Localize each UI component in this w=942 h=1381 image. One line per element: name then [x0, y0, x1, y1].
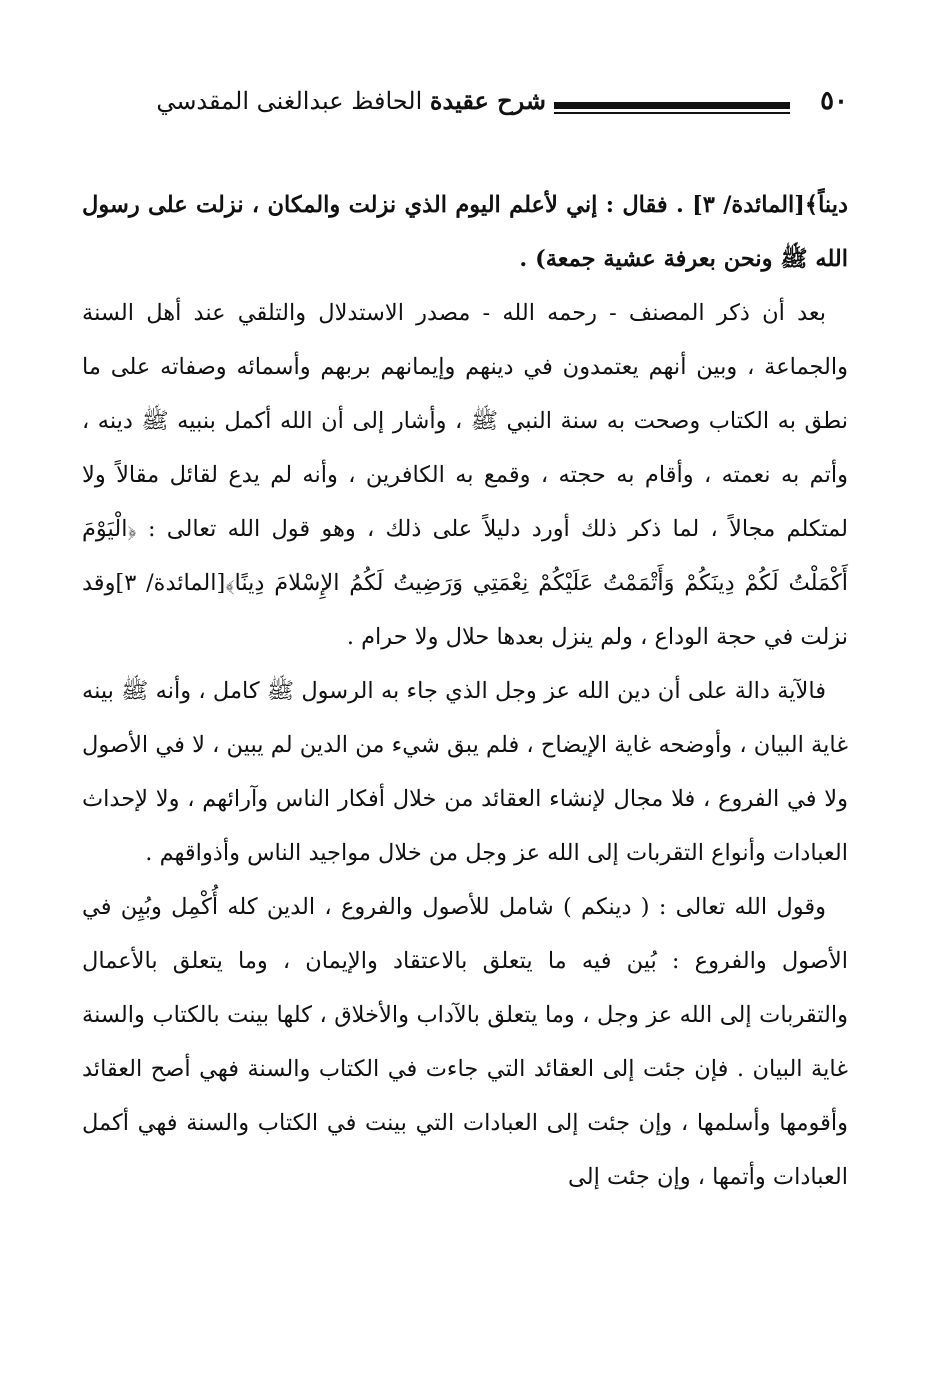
running-header — [86, 82, 848, 126]
book-title — [86, 86, 546, 115]
body-text — [82, 178, 848, 1204]
paragraph-hadith-end: ديناً﴾[المائدة/ ٣] . فقال : إني لأعلم اليوم الذي نزلت والمكان ، نزلت على رسول الله ﷺ ونحن بعرفة عشية جمعة) . — [82, 192, 848, 272]
book-title-bold: شرح عقيدة — [429, 86, 546, 115]
paragraph-religion-complete: وقول الله تعالى : ( دينكم ) شامل للأصول والفروع ، الدين كله أُكْمِل وبُيِن في الأصول والفروع : بُين فيه ما يتعلق بالاعتقاد والإيمان ، وما يتعلق بالأعمال والتقربات إلى الله عز وجل ، وما يتعلق بالآداب والأخلاق ، كلها بينت بالكتاب والسنة غاية البيان . فإن جئت إلى العقائد التي جاءت في الكتاب والسنة فهي أصح العقائد وأقومها وأسلمها ، وإن جئت إلى العبادات التي بينت في الكتاب والسنة فهي أكمل العبادات وأتمها ، وإن جئت إلى — [82, 894, 848, 1190]
book-title-rest: الحافظ عبدالغنى المقدسي — [156, 87, 423, 115]
paragraph-verse-meaning: فالآية دالة على أن دين الله عز وجل الذي جاء به الرسول ﷺ كامل ، وأنه ﷺ بينه غاية البيان ، وأوضحه غاية الإيضاح ، فلم يبق شيء من الدين لم يبين ، لا في الأصول ولا في الفروع ، فلا مجال لإنشاء العقائد من خلال أفكار الناس وآرائهم ، ولا لإحداث العبادات وأنواع التقربات إلى الله عز وجل من خلال مواجيد الناس وأذواقهم . — [82, 678, 848, 866]
page-number: ٥٠ — [820, 86, 848, 116]
header-rule — [554, 102, 790, 109]
paragraph-intro: بعد أن ذكر المصنف - رحمه الله - مصدر الاستدلال والتلقي عند أهل السنة والجماعة ، وبين أنهم يعتمدون في دينهم وإيمانهم بربهم وأسمائه وصفاته على ما نطق به الكتاب وصحت به سنة النبي ﷺ ، وأشار إلى أن الله أكمل بنبيه ﷺ دينه ، وأتم به نعمته ، وأقام به حجته ، وقمع به الكافرين ، وأنه لم يدع لقائل مقالاً ولا لمتكلم مجالاً ، لما ذكر ذلك أورد دليلاً على ذلك ، وهو قول الله تعالى : ﴿الْيَوْمَ أَكْمَلْتُ لَكُمْ دِينَكُمْ وَأَتْمَمْتُ عَلَيْكُمْ نِعْمَتِي وَرَضِيتُ لَكُمُ الإِسْلامَ دِينًا﴾[المائدة/ ٣]وقد نزلت في حجة الوداع ، ولم ينزل بعدها حلال ولا حرام . — [82, 300, 848, 650]
